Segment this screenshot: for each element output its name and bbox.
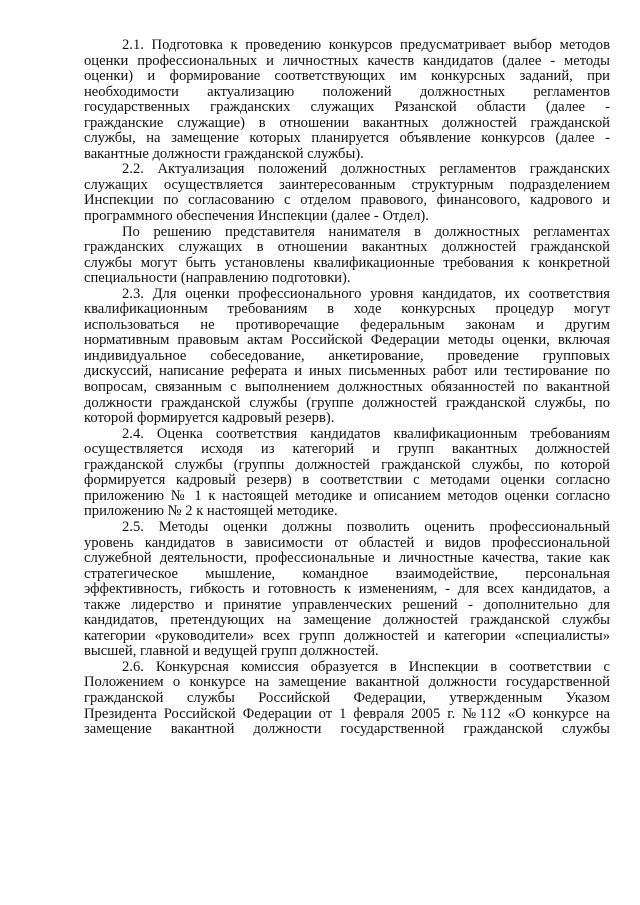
text-line: 2.6. Конкурсная комиссия образуется в Инспекции в соответствии с bbox=[122, 659, 610, 675]
text-line: программного обеспечения Инспекции (далее - Отдел). bbox=[84, 209, 429, 225]
text-line: вопросам, связанным с выполнением должностных обязанностей по вакантной bbox=[84, 380, 610, 396]
text-line: 2.4. Оценка соответствия кандидатов квалификационным требованиям bbox=[122, 426, 610, 442]
text-line: оценки профессиональных и личностных качеств кандидатов (далее - методы bbox=[84, 53, 610, 69]
text-line: По решению представителя нанимателя в должностных регламентах bbox=[122, 224, 610, 240]
text-line: приложению № 2 к настоящей методике. bbox=[84, 504, 338, 520]
text-line: индивидуальное собеседование, анкетирование, проведение групповых bbox=[84, 348, 610, 364]
text-line: служащих осуществляется заинтересованным структурным подразделением bbox=[84, 177, 610, 193]
text-line: кандидатов, претендующих на замещение должностей гражданской службы bbox=[84, 613, 610, 629]
text-line: службы могут быть установлены квалификационные требования к конкретной bbox=[84, 255, 610, 271]
text-line: служебной деятельности, профессиональные и личностные качества, такие как bbox=[84, 551, 610, 567]
text-line: также лидерство и принятие управленческих решений - дополнительно для bbox=[84, 597, 610, 613]
text-line: гражданской службы (группы должностей гражданской службы, по которой bbox=[84, 457, 610, 473]
text-line: Инспекции по согласованию с отделом правового, финансового, кадрового и bbox=[84, 193, 610, 209]
text-line: оценки) и формирование соответствующих им конкурсных заданий, при bbox=[84, 69, 610, 85]
text-line: необходимости актуализацию положений должностных регламентов bbox=[84, 84, 610, 100]
text-line: 2.5. Методы оценки должны позволить оценить профессиональный bbox=[122, 519, 610, 535]
text-line: вакантные должности гражданской службы). bbox=[84, 146, 364, 162]
text-line: 2.3. Для оценки профессионального уровня кандидатов, их соответствия bbox=[122, 286, 610, 302]
text-line: использоваться не противоречащие федеральным законам и другим bbox=[84, 317, 610, 333]
text-line: специальности (направлению подготовки). bbox=[84, 271, 351, 287]
text-line: эффективность, гибкость и готовность к изменениям, - для всех кандидатов, а bbox=[84, 582, 610, 598]
document-body bbox=[84, 38, 610, 738]
text-line: замещение вакантной должности государственной гражданской службы bbox=[84, 722, 610, 738]
text-line: 2.1. Подготовка к проведению конкурсов предусматривает выбор методов bbox=[122, 38, 610, 53]
text-line: стратегическое мышление, командное взаимодействие, персональная bbox=[84, 566, 610, 582]
text-line: службы, на замещение которых планируется объявление конкурсов (далее - bbox=[84, 131, 610, 147]
text-line: государственных гражданских служащих Рязанской области (далее - bbox=[84, 100, 610, 116]
text-line: квалификационным требованиям в ходе конкурсных процедур могут bbox=[84, 302, 610, 318]
text-line: категории «руководители» всех групп должностей и категории «специалисты» bbox=[84, 628, 610, 644]
text-line: нормативным правовым актам Российской Федерации методы оценки, включая bbox=[84, 333, 610, 349]
text-line: гражданских служащих в отношении вакантных должностей гражданской bbox=[84, 240, 610, 256]
text-line: которой формируется кадровый резерв). bbox=[84, 411, 335, 427]
text-line: уровень кандидатов в зависимости от областей и видов профессиональной bbox=[84, 535, 610, 551]
text-line: высшей, главной и ведущей групп должностей. bbox=[84, 644, 379, 660]
text-line: гражданские служащие) в отношении вакантных должностей гражданской bbox=[84, 115, 610, 131]
text-line: формируется кадровый резерв) в соответствии с методами оценки согласно bbox=[84, 473, 610, 489]
text-line: осуществляется исходя из категорий и групп вакантных должностей bbox=[84, 442, 610, 458]
text-line: должности гражданской службы (группе должностей гражданской службы, по bbox=[84, 395, 610, 411]
text-line: приложению № 1 к настоящей методике и описанием методов оценки согласно bbox=[84, 488, 610, 504]
text-line: дискуссий, написание реферата и иных письменных работ или тестирование по bbox=[84, 364, 610, 380]
text-line: Положением о конкурсе на замещение вакантной должности государственной bbox=[84, 675, 610, 691]
text-line: гражданской службы Российской Федерации, утвержденным Указом bbox=[84, 690, 610, 706]
text-line: 2.2. Актуализация положений должностных регламентов гражданских bbox=[122, 162, 610, 178]
text-line: Президента Российской Федерации от 1 февраля 2005 г. №112 «О конкурсе на bbox=[84, 706, 610, 722]
